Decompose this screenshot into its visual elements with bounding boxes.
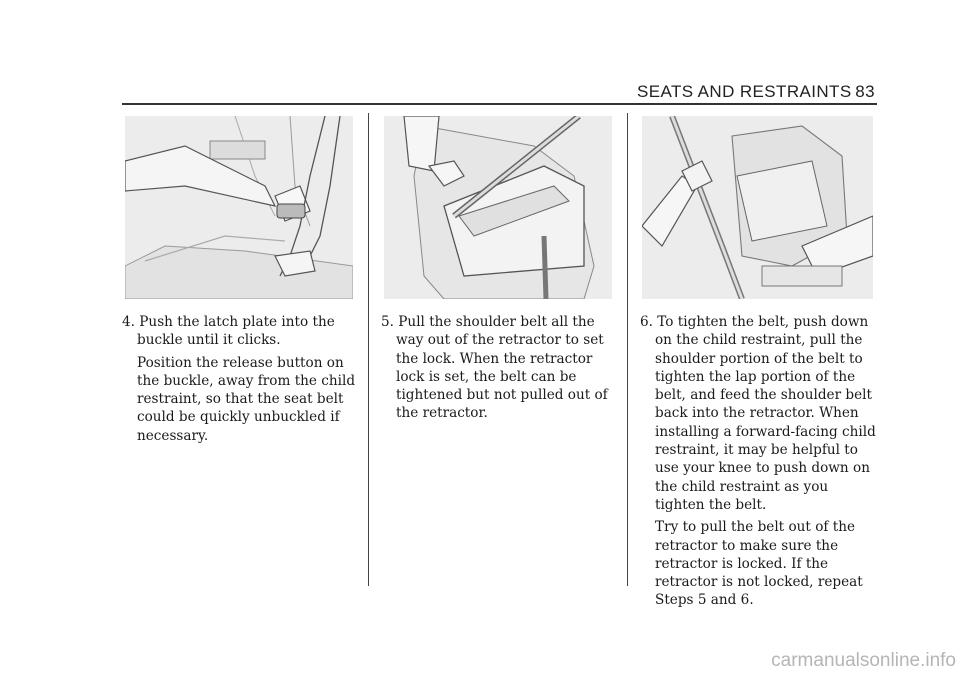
illustration-latch-plate [125, 116, 353, 299]
illustration-shoulder-belt [384, 116, 612, 299]
column-step-4 [122, 313, 358, 445]
step-5-text: 5. Pull the shoulder belt all the way out of the retractor to set the lock. When the retractor lock is set, the belt can be tightened but not pulled out of the retractor. [381, 314, 608, 422]
column-divider-1 [368, 113, 369, 586]
column-step-6 [640, 313, 878, 610]
step-4-note: Position the release button on the buckle, away from the child restraint, so that the seat belt could be quickly unbuckled if necessary. [137, 354, 356, 444]
page-header [600, 80, 877, 102]
header-rule [122, 103, 877, 105]
watermark: carmanualsonline.info [771, 650, 956, 671]
latch-plate-drawing [125, 116, 353, 299]
illustration-tighten-belt [642, 116, 870, 299]
column-divider-2 [627, 113, 628, 586]
column-step-5 [381, 313, 621, 423]
shoulder-belt-drawing [384, 116, 612, 299]
step-6-note: Try to pull the belt out of the retractor to make sure the retractor is locked. If the retractor is not locked, repeat Steps 5 and 6. [655, 519, 863, 609]
step-6-text: 6. To tighten the belt, push down on the child restraint, pull the shoulder portion of the belt to tighten the lap portion of the belt, and feed the shoulder belt back into the retractor. When installing a forward-facing child restraint, it may be helpful to use your knee to push down on the child restraint as you tighten the belt. [640, 314, 876, 513]
tighten-belt-drawing [642, 116, 873, 299]
step-4-text: 4. Push the latch plate into the buckle until it clicks. [122, 314, 335, 349]
page-number: 83 [855, 82, 875, 101]
section-title: SEATS AND RESTRAINTS [637, 82, 852, 101]
